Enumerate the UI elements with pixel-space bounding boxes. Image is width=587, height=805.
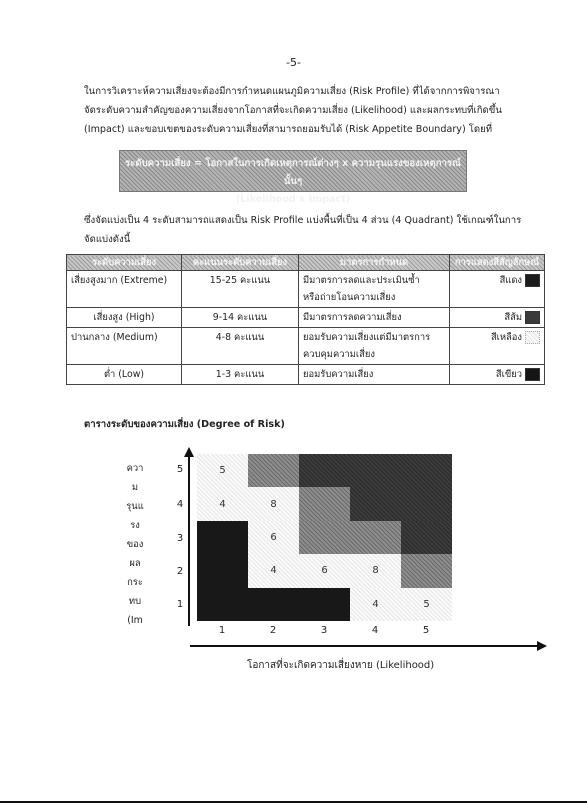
para-line: จัดแบ่งดังนี้ bbox=[84, 234, 131, 245]
y-tick: 4 bbox=[176, 499, 184, 510]
score-cell: 15-25 คะแนน bbox=[182, 271, 299, 308]
color-label: สีเขียว bbox=[495, 369, 522, 380]
x-tick: 2 bbox=[269, 625, 277, 636]
x-tick: 3 bbox=[320, 625, 328, 636]
risk-level-cell: เสี่ยงสูง (High) bbox=[67, 308, 182, 328]
matrix-cell: 6 bbox=[248, 521, 299, 554]
matrix-cell: 6 bbox=[299, 554, 350, 587]
ylabel-line: ควา bbox=[126, 463, 144, 474]
x-tick: 5 bbox=[422, 625, 430, 636]
matrix-cell bbox=[401, 454, 452, 487]
header-risk-level: ระดับความเสี่ยง bbox=[67, 255, 182, 271]
matrix-cell bbox=[299, 487, 350, 520]
intro-paragraph bbox=[84, 82, 544, 139]
x-axis-arrow-icon bbox=[537, 641, 547, 651]
color-label: สีเหลือง bbox=[490, 332, 522, 343]
orange-swatch-icon bbox=[525, 311, 540, 324]
score-cell: 4-8 คะแนน bbox=[182, 328, 299, 365]
matrix-cell: 4 bbox=[248, 554, 299, 587]
table-header-row bbox=[67, 255, 545, 271]
matrix-cell bbox=[197, 588, 248, 621]
page-bottom-rule bbox=[0, 801, 587, 803]
header-score: คะแนนระดับความเสี่ยง bbox=[182, 255, 299, 271]
risk-level-cell: ต่ำ (Low) bbox=[67, 365, 182, 385]
ylabel-line: ทบ bbox=[128, 596, 142, 607]
measure-line: มีมาตรการลดและประเมินซ้ำ bbox=[303, 275, 420, 286]
table-row bbox=[67, 271, 545, 308]
ylabel-line: รุนแ bbox=[126, 501, 144, 512]
matrix-cell: 5 bbox=[401, 588, 452, 621]
matrix-cell bbox=[350, 521, 401, 554]
matrix-x-label: โอกาสที่จะเกิดความเสี่ยงหาย (Likelihood) bbox=[247, 660, 435, 671]
red-swatch-icon bbox=[525, 274, 540, 287]
formula-line: (Likelihood x Impact) bbox=[235, 194, 351, 205]
x-tick: 1 bbox=[218, 625, 226, 636]
yellow-swatch-icon bbox=[525, 331, 540, 344]
matrix-cell bbox=[197, 554, 248, 587]
page-number: -5- bbox=[286, 56, 301, 69]
matrix-cell bbox=[299, 454, 350, 487]
header-measure: มาตรการกำหนด bbox=[299, 255, 450, 271]
risk-matrix-grid bbox=[197, 454, 452, 621]
color-cell bbox=[450, 271, 545, 308]
measure-cell bbox=[299, 271, 450, 308]
matrix-cell bbox=[350, 454, 401, 487]
matrix-cell bbox=[248, 588, 299, 621]
intro-line: ในการวิเคราะห์ความเสี่ยงจะต้องมีการกำหนดแผนภูมิความเสี่ยง (Risk Profile) ที่ได้จากการพิจารณา bbox=[84, 86, 500, 97]
color-label: สีแดง bbox=[499, 275, 522, 286]
ylabel-line: กระ bbox=[127, 577, 143, 588]
matrix-title: ตารางระดับของความเสี่ยง (Degree of Risk) bbox=[84, 419, 285, 430]
ylabel-line: (Im bbox=[127, 615, 143, 626]
matrix-cell bbox=[299, 588, 350, 621]
color-cell bbox=[450, 308, 545, 328]
y-tick: 3 bbox=[176, 533, 184, 544]
measure-cell: ยอมรับความเสี่ยง bbox=[299, 365, 450, 385]
risk-level-table bbox=[66, 254, 545, 385]
y-tick: 1 bbox=[176, 599, 184, 610]
measure-cell bbox=[299, 328, 450, 365]
color-cell bbox=[450, 365, 545, 385]
matrix-cell bbox=[248, 454, 299, 487]
matrix-cell bbox=[299, 521, 350, 554]
risk-level-cell: ปานกลาง (Medium) bbox=[67, 328, 182, 365]
quadrant-paragraph bbox=[84, 211, 544, 249]
formula-line: ระดับความเสี่ยง = โอกาสในการเกิดเหตุการณ์ต่างๆ x ความรุนแรงของเหตุการณ์นั้นๆ bbox=[125, 158, 461, 187]
y-axis-line bbox=[188, 456, 190, 626]
green-swatch-icon bbox=[525, 368, 540, 381]
score-cell: 1-3 คะแนน bbox=[182, 365, 299, 385]
matrix-cell: 4 bbox=[350, 588, 401, 621]
color-cell bbox=[450, 328, 545, 365]
ylabel-line: รง bbox=[130, 520, 140, 531]
measure-cell: มีมาตรการลดความเสี่ยง bbox=[299, 308, 450, 328]
y-tick: 5 bbox=[176, 464, 184, 475]
matrix-cell: 8 bbox=[350, 554, 401, 587]
matrix-cell: 4 bbox=[197, 487, 248, 520]
table-row bbox=[67, 328, 545, 365]
intro-line: จัดระดับความสำคัญของความเสี่ยงจากโอกาสที่จะเกิดความเสี่ยง (Likelihood) และผลกระทบที่เกิดขึ้น bbox=[84, 105, 502, 116]
risk-formula-box bbox=[119, 150, 467, 205]
y-tick: 2 bbox=[176, 566, 184, 577]
risk-level-cell: เสี่ยงสูงมาก (Extreme) bbox=[67, 271, 182, 308]
matrix-y-label bbox=[118, 459, 152, 630]
measure-line: หรือถ่ายโอนความเสี่ยง bbox=[303, 292, 396, 303]
measure-line: ยอมรับความเสี่ยงแต่มีมาตรการ bbox=[303, 332, 431, 343]
para-line: ซึ่งจัดแบ่งเป็น 4 ระดับสามารถแสดงเป็น Risk Profile แบ่งพื้นที่เป็น 4 ส่วน (4 Quadrant) ใช้เกณฑ์ในการ bbox=[84, 215, 522, 226]
ylabel-line: ของ bbox=[126, 539, 144, 550]
table-row bbox=[67, 308, 545, 328]
matrix-cell: 5 bbox=[197, 454, 248, 487]
matrix-cell bbox=[350, 487, 401, 520]
matrix-cell bbox=[197, 521, 248, 554]
header-color: การแสดงสีสัญลักษณ์ bbox=[450, 255, 545, 271]
x-tick: 4 bbox=[371, 625, 379, 636]
table-row bbox=[67, 365, 545, 385]
matrix-cell bbox=[401, 554, 452, 587]
score-cell: 9-14 คะแนน bbox=[182, 308, 299, 328]
x-axis-line bbox=[190, 645, 538, 647]
ylabel-line: ม bbox=[131, 482, 139, 493]
matrix-cell: 8 bbox=[248, 487, 299, 520]
matrix-cell bbox=[401, 487, 452, 520]
ylabel-line: ผล bbox=[129, 558, 141, 569]
color-label: สีส้ม bbox=[504, 312, 522, 323]
matrix-cell bbox=[401, 521, 452, 554]
intro-line: (Impact) และขอบเขตของระดับความเสี่ยงที่สามารถยอมรับได้ (Risk Appetite Boundary) โดยที่ bbox=[84, 124, 493, 135]
measure-line: ควบคุมความเสี่ยง bbox=[303, 349, 375, 360]
